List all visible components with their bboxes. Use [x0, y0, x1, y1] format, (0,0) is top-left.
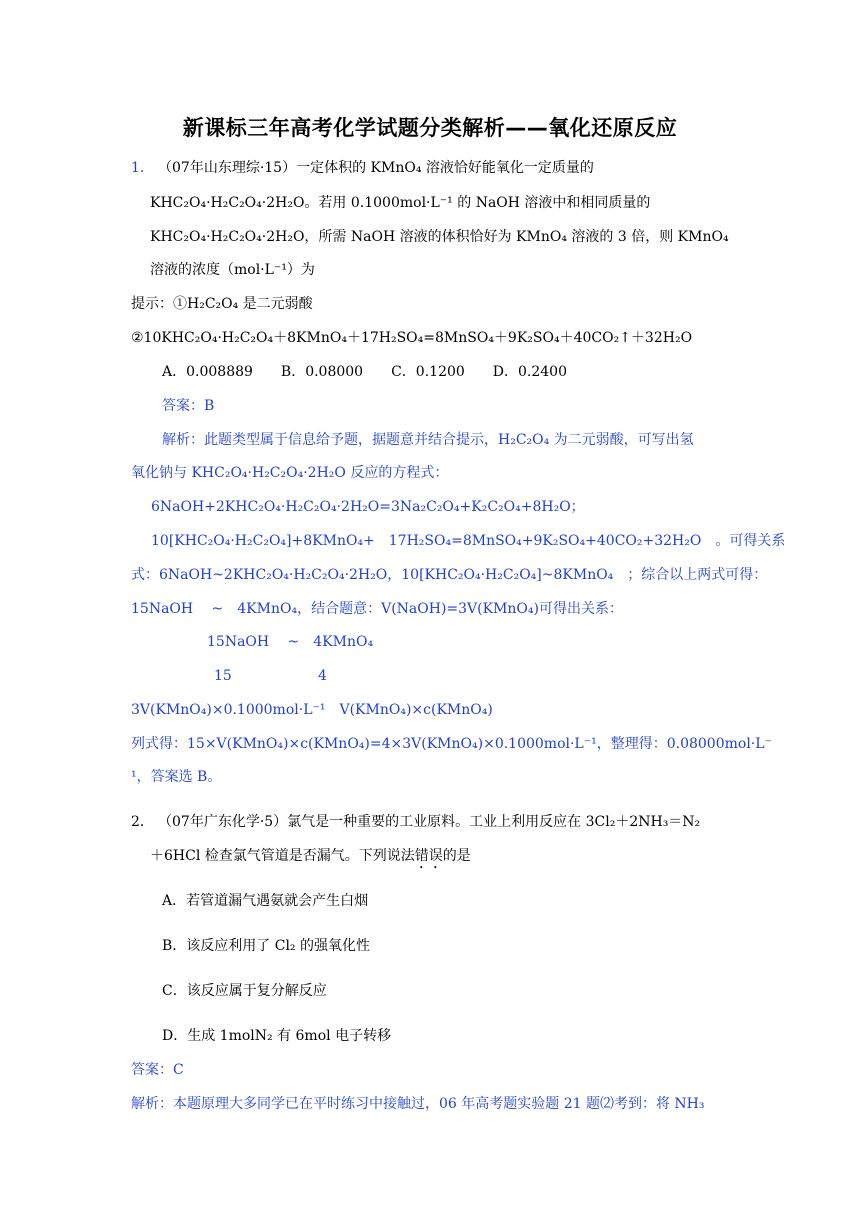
question-2-option-c: C．该反应属于复分解反应	[162, 983, 327, 999]
question-1-relation-2-left: 15	[214, 668, 232, 684]
question-2-stem-line-1: （07年广东化学·5）氯气是一种重要的工业原料。工业上利用反应在 3Cl₂＋2NH₃＝N₂	[158, 814, 701, 830]
question-1-equation-4: 15NaOH ~ 4KMnO₄，结合题意：V(NaOH)=3V(KMnO₄)可得出关系：	[131, 601, 623, 617]
question-1-calculation-2: ¹，答案选 B。	[131, 769, 222, 785]
question-1-hint-1: 提示：①H₂C₂O₄ 是二元弱酸	[131, 296, 313, 312]
question-1-equation-2: 10[KHC₂O₄·H₂C₂O₄]+8KMnO₄+ 17H₂SO₄=8MnSO₄+9K₂SO₄+40CO₂+32H₂O 。可得关系	[151, 533, 786, 549]
question-1-equation-1: 6NaOH+2KHC₂O₄·H₂C₂O₄·2H₂O=3Na₂C₂O₄+K₂C₂O₄+8H₂O；	[151, 499, 585, 515]
question-1-stem-line-1: （07年山东理综·15）一定体积的 KMnO₄ 溶液恰好能氧化一定质量的	[158, 160, 594, 176]
question-2-stem-line-2-post: 的是	[442, 848, 471, 864]
question-1-analysis-line-1: 解析：此题类型属于信息给予题，据题意并结合提示，H₂C₂O₄ 为二元弱酸，可写出氢	[162, 432, 694, 448]
question-2-option-b: B．该反应利用了 Cl₂ 的强氧化性	[162, 938, 370, 954]
question-1-stem-line-2: KHC₂O₄·H₂C₂O₄·2H₂O。若用 0.1000mol·L⁻¹ 的 NaOH 溶液中和相同质量的	[150, 195, 651, 211]
question-2-option-d: D．生成 1molN₂ 有 6mol 电子转移	[162, 1028, 392, 1044]
question-1-stem-line-4: 溶液的浓度（mol·L⁻¹）为	[150, 262, 315, 278]
question-1-equation-3: 式：6NaOH~2KHC₂O₄·H₂C₂O₄·2H₂O，10[KHC₂O₄·H₂C₂O₄]~8KMnO₄ ；综合以上两式可得：	[131, 567, 768, 583]
question-2-option-a: A．若管道漏气遇氨就会产生白烟	[162, 893, 369, 909]
question-1-number: 1．	[131, 160, 154, 176]
question-1-options: A．0.008889 B．0.08000 C．0.1200 D．0.2400	[162, 364, 568, 380]
question-2-emphasized-word: 错误	[414, 848, 443, 864]
question-1-stem-line-3: KHC₂O₄·H₂C₂O₄·2H₂O，所需 NaOH 溶液的体积恰好为 KMnO₄ 溶液的 3 倍，则 KMnO₄	[150, 229, 729, 245]
question-2-stem-line-2	[150, 846, 471, 872]
question-1-hint-2: ②10KHC₂O₄·H₂C₂O₄＋8KMnO₄＋17H₂SO₄=8MnSO₄＋9K₂SO₄＋40CO₂↑＋32H₂O	[131, 330, 693, 346]
question-2-analysis: 解析：本题原理大多同学已在平时练习中接触过，06 年高考题实验题 21 题⑵考到：将 NH₃	[131, 1096, 705, 1112]
question-1-answer: 答案：B	[162, 398, 215, 414]
question-1-relation-2-right: 4	[318, 668, 327, 684]
question-2-answer: 答案：C	[131, 1062, 184, 1078]
question-1-analysis-line-2: 氧化钠与 KHC₂O₄·H₂C₂O₄·2H₂O 反应的方程式：	[131, 465, 449, 481]
document-title: 新课标三年高考化学试题分类解析——氧化还原反应	[182, 116, 678, 140]
question-1-calculation-1: 列式得：15×V(KMnO₄)×c(KMnO₄)=4×3V(KMnO₄)×0.1000mol·L⁻¹，整理得：0.08000mol·L⁻	[131, 736, 772, 752]
question-2-stem-line-2-pre: ＋6HCl 检查氯气管道是否漏气。下列说法	[150, 848, 415, 864]
question-2-number: 2．	[131, 814, 154, 830]
question-1-relation-3: 3V(KMnO₄)×0.1000mol·L⁻¹ V(KMnO₄)×c(KMnO₄)	[131, 702, 493, 718]
question-1-relation-1: 15NaOH ~ 4KMnO₄	[207, 634, 374, 650]
